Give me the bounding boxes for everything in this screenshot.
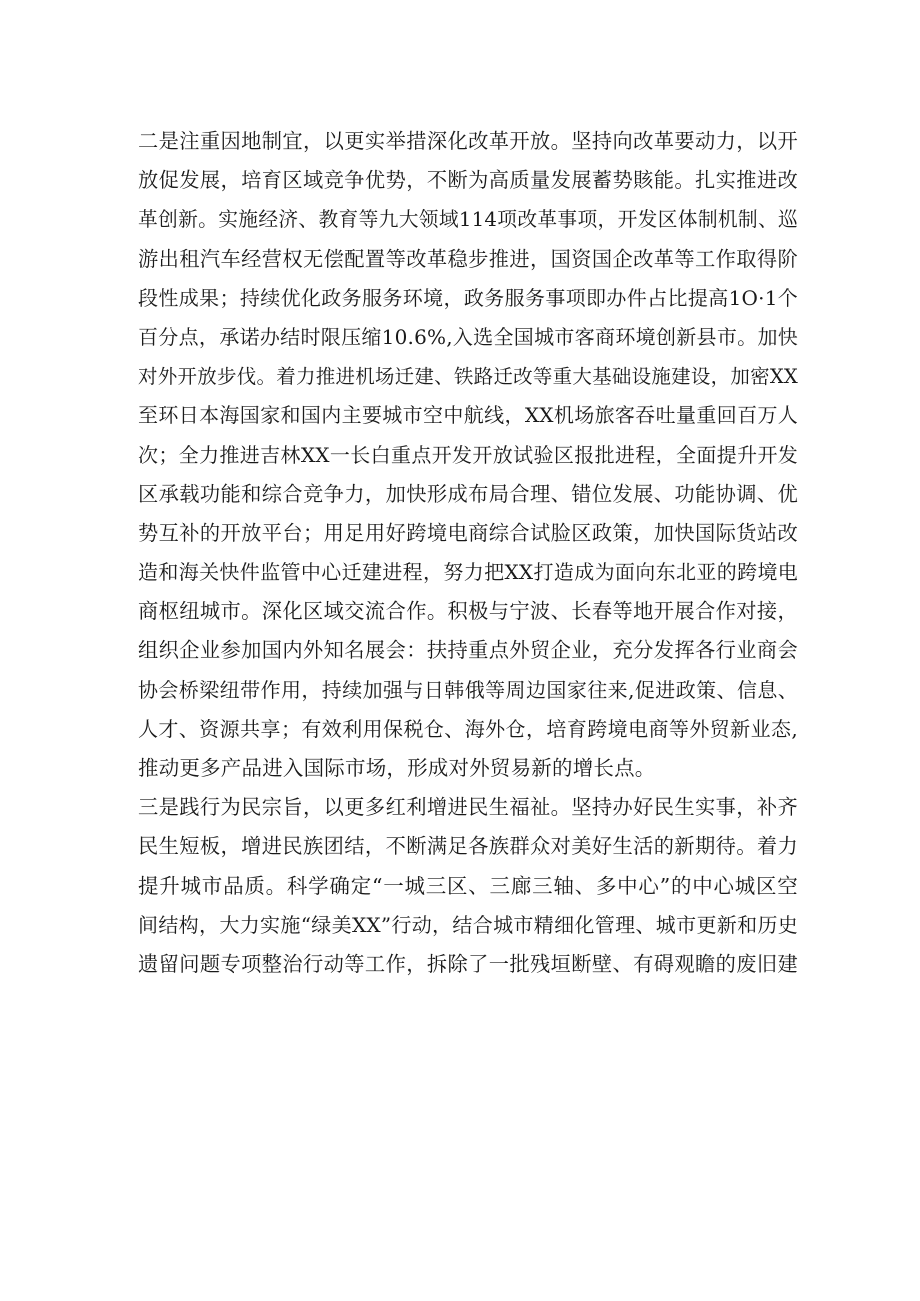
text-line: 遗留问题专项整治行动等工作，拆除了一批残垣断壁、有碍观瞻的废旧建 [138, 951, 798, 976]
text-line: 组织企业参加国内外知名展会：扶持重点外贸企业，充分发挥各行业商会 [138, 638, 798, 663]
text-line: 二是注重因地制宜，以更实举措深化改革开放。坚持向改革要动力，以开 [138, 129, 798, 153]
text-line: 次；全力推进吉林XX一长白重点开发开放试验区报批进程，全面提升开发 [138, 442, 798, 467]
text-line: 提升城市品质。科学确定“一城三区、三廊三轴、多中心”的中心城区空 [138, 873, 798, 898]
text-line: 人才、资源共享；有效利用保税仓、海外仓，培育跨境电商等外贸新业态, [138, 716, 798, 741]
text-line: 放促发展，培育区域竞争优势，不断为高质量发展蓄势賅能。扎实推进改 [138, 168, 798, 193]
text-line: 对外开放步伐。着力推进机场迁建、铁路迁改等重大基础设施建设，加密XX [138, 365, 798, 389]
text-line: 区承载功能和综合竞争力，加快形成布局合理、错位发展、功能协调、优 [138, 481, 798, 506]
text-line: 三是践行为民宗旨，以更多红利增进民生福祉。坚持办好民生实事，补齐 [138, 795, 798, 820]
text-line: 百分点，承诺办结时限压缩10.6%,入选全国城市客商环境创新县市。加快 [138, 324, 798, 349]
text-line: 民生短板，增进民族团结，不断满足各族群众对美好生活的新期待。着力 [138, 834, 798, 859]
text-line: 游出租汽车经营权无偿配置等改革稳步推进，国资国企改革等工作取得阶 [138, 246, 798, 271]
paragraph-reform-opening [138, 122, 798, 788]
text-line: 势互补的开放平台；用足用好跨境电商综合试脸区政策，加快国际货站改 [138, 520, 798, 545]
document-body [138, 122, 798, 984]
text-line: 段性成果；持续优化政务服务环境，政务服务事项即办件占比提高1O·1个 [138, 285, 798, 310]
text-line: 推动更多产品进入国际市场，形成对外贸易新的增长点。 [138, 756, 656, 780]
text-line: 协会桥梁纽带作用，持续加强与日韩俄等周边国家往来,促进政策、信息、 [138, 677, 798, 702]
text-line: 商枢纽城市。深化区域交流合作。积极与宁波、长春等地开展合作对接， [138, 599, 798, 624]
paragraph-people-livelihood [138, 788, 798, 984]
text-line: 间结构，大力实施“绿美XX”行动，结合城市精细化管理、城市更新和历史 [138, 912, 798, 937]
text-line: 革创新。实施经济、教育等九大领域114项改革事项，开发区体制机制、巡 [138, 208, 798, 232]
text-line: 至环日本海国家和国内主要城市空中航线，XX机场旅客吞吐量重回百万人 [138, 403, 798, 428]
text-line: 造和海关快件监管中心迁建进程，努力把XX打造成为面向东北亚的跨境电 [138, 560, 798, 585]
